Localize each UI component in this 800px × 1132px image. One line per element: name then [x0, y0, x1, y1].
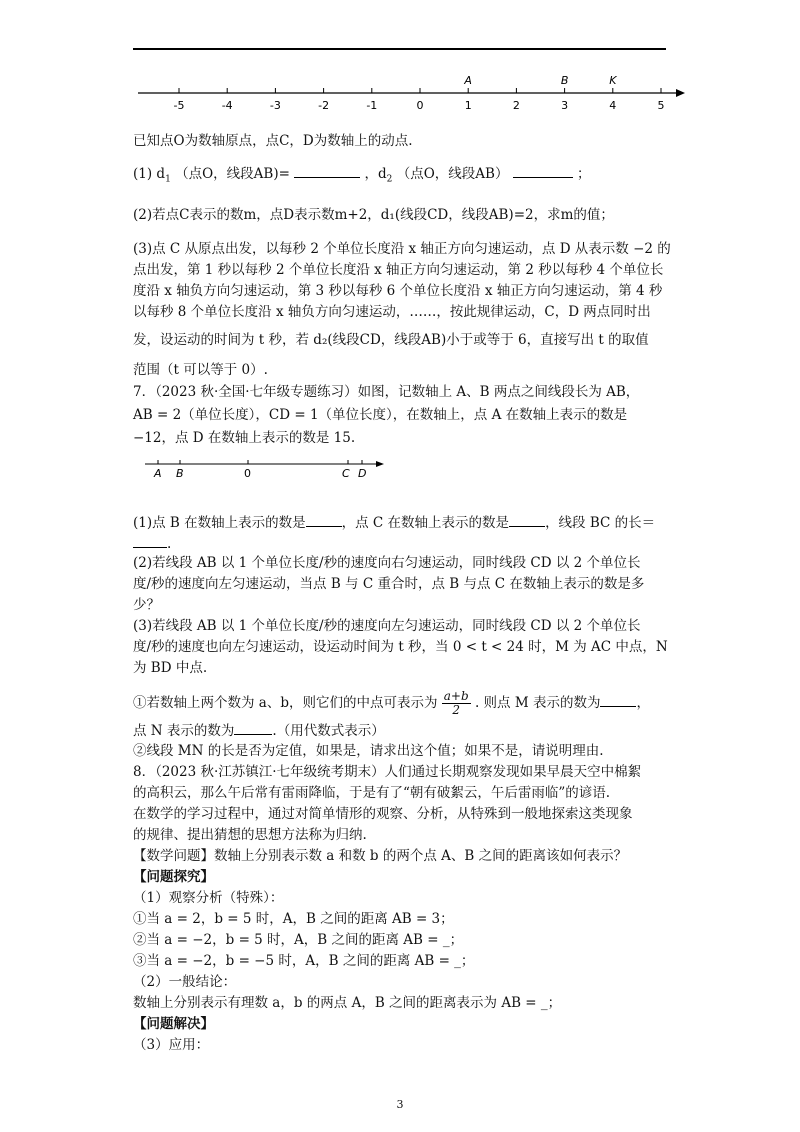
p8-line: ②当 a = −2，b = 5 时，A，B 之间的距离 AB = _； [133, 932, 464, 948]
point-d-label: D [358, 467, 367, 480]
tick-label: -1 [366, 99, 378, 112]
answer-blank[interactable] [306, 512, 342, 527]
p7-line: −12，点 D 在数轴上表示的数是 15. [133, 430, 356, 446]
tick-label: 4 [609, 99, 617, 112]
top-rule [133, 48, 666, 50]
p7-q3-line: (3)若线段 AB 以 1 个单位长度/秒的速度向左匀速运动，同时线段 CD 以 2 个单位长 [133, 618, 641, 634]
p8-line: ③当 a = −2，b = −5 时，A，B 之间的距离 AB = _； [133, 953, 475, 969]
tick-label: 1 [464, 99, 472, 112]
p6-q1-d: （点O，线段AB） [396, 166, 509, 182]
p7-s1-e: .（用代数式表示） [272, 723, 385, 739]
midpoint-fraction [442, 690, 471, 717]
tick-label: 0 [416, 99, 424, 112]
tick-label: 2 [512, 99, 520, 112]
p7-q1-b: ，点 C 在数轴上表示的数是 [341, 515, 510, 531]
p7-sub-1-cont [133, 720, 673, 740]
axis-arrow [676, 89, 685, 97]
p6-q3-line: 发，设运动的时间为 t 秒，若 d₂(线段CD，线段AB)小于或等于 6，直接写出 t 的取值 [133, 332, 649, 348]
p8-line: 的高积云，那么午后常有雷雨降临，于是有了“朝有破絮云，午后雷雨临”的谚语. [133, 785, 611, 801]
point-a-label: A [154, 467, 162, 480]
p8-line: 数轴上分别表示有理数 a，b 的两点 A，B 之间的距离表示为 AB = _； [133, 995, 562, 1011]
p7-q2-line: (2)若线段 AB 以 1 个单位长度/秒的速度向右匀速运动，同时线段 CD 以 2 个单位长 [133, 555, 641, 571]
tick-label: 3 [561, 99, 569, 112]
p8-line: 的规律、提出猜想的思想方法称为归纳. [133, 827, 367, 843]
p7-s1-b: . 则点 M 表示的数为 [474, 695, 601, 711]
page-number: 3 [396, 1098, 404, 1111]
p8-line: 8．（2023 秋·江苏镇江·七年级统考期末）人们通过长期观察发现如果早晨天空中棉絮 [133, 764, 642, 780]
p6-q1-e: ； [577, 166, 591, 182]
p6-q1-c: ，d [364, 166, 387, 182]
point-label-b: B [560, 74, 569, 87]
answer-blank[interactable] [234, 720, 272, 735]
p6-q3-line: 点出发，第 1 秒以每秒 2 个单位长度沿 x 轴正方向匀速运动，第 2 秒以每秒 4 个单位长 [133, 262, 664, 278]
p7-s1-d: 点 N 表示的数为 [133, 723, 235, 739]
answer-blank[interactable] [509, 512, 545, 527]
p7-line: 7．（2023 秋·全国·七年级专题练习）如图，记数轴上 A、B 两点之间线段长为 AB， [133, 384, 640, 400]
p6-q1-b: （点O，线段AB)= [175, 166, 290, 182]
p7-s1-a: ①若数轴上两个数为 a、b，则它们的中点可表示为 [133, 695, 438, 711]
p7-line: AB = 2（单位长度），CD = 1（单位长度），在数轴上，点 A 在数轴上表示的数是 [133, 407, 628, 423]
tick-label: -4 [221, 99, 233, 112]
p6-question-1: (1) $d_1$ （点O，线段AB)= ，$d_2$ （点O，线段AB） ； [133, 163, 673, 189]
p8-heading: 【问题探究】 [133, 869, 214, 885]
p7-q2-line: 度/秒的速度向左匀速运动，当点 B 与 C 重合时，点 B 与点 C 在数轴上表示的数是多 [133, 576, 645, 592]
p8-line: 【数学问题】数轴上分别表示数 a 和数 b 的两个点 A、B 之间的距离该如何表示？ [133, 848, 628, 864]
p7-q1-a: (1)点 B 在数轴上表示的数是 [133, 515, 306, 531]
origin-label: 0 [244, 467, 251, 480]
p7-q3-line: 度/秒的速度也向左匀速运动，设运动时间为 t 秒，当 0 < t < 24 时，M 为 AC 中点，N [133, 639, 668, 655]
tick-label: -5 [173, 99, 185, 112]
p6-question-2: (2)若点C表示的数m，点D表示数m+2，d₁(线段CD，线段AB)=2，求m的值； [133, 207, 614, 223]
p7-q2-line: 少？ [133, 597, 160, 613]
answer-blank[interactable] [513, 163, 573, 178]
p6-q3-line: 范围（t 可以等于 0）. [133, 362, 268, 378]
fraction-denominator: 2 [452, 703, 461, 717]
number-line-figure [130, 60, 690, 115]
p7-sub-1 [133, 690, 673, 717]
point-label-k: K [609, 74, 617, 87]
point-b-label: B [176, 467, 184, 480]
p8-line: ①当 a = 2，b = 5 时，A，B 之间的距离 AB = 3； [133, 911, 454, 927]
point-c-label: C [342, 467, 350, 480]
p8-line: 在数学的学习过程中，通过对简单情形的观察、分析，从特殊到一般地探索这类现象 [133, 806, 633, 822]
tick-label: -2 [318, 99, 330, 112]
p6-q3-line: 以每秒 8 个单位长度沿 x 轴负方向匀速运动，……，按此规律运动，C，D 两点同时出 [133, 304, 651, 320]
answer-blank[interactable] [133, 533, 167, 548]
p7-q1-d: . [167, 536, 172, 552]
answer-blank[interactable] [600, 692, 636, 707]
p8-line: （2）一般结论： [133, 974, 237, 990]
p8-line: （1）观察分析（特殊）： [133, 890, 284, 906]
p6-q3-line: 度沿 x 轴负方向匀速运动，第 3 秒以每秒 6 个单位长度沿 x 轴正方向匀速运动，第 4 秒 [133, 283, 663, 299]
p7-s1-c: ， [636, 695, 650, 711]
fraction-numerator: a+b [443, 689, 469, 703]
p6-q1-a: (1) d [133, 166, 166, 182]
p7-question-1-cont [133, 533, 673, 553]
segment-figure [140, 452, 390, 482]
answer-blank[interactable] [294, 163, 360, 178]
p6-intro: 已知点O为数轴原点，点C，D为数轴上的动点. [133, 133, 413, 149]
p7-q3-line: 为 BD 中点. [133, 660, 208, 676]
p8-line: （3）应用： [133, 1037, 210, 1053]
p7-q1-c: ，线段 BC 的长＝ [545, 515, 656, 531]
p8-heading: 【问题解决】 [133, 1016, 214, 1032]
p7-sub-2: ②线段 MN 的长是否为定值，如果是，请求出这个值；如果不是，请说明理由. [133, 743, 604, 759]
point-label-a: A [464, 74, 472, 87]
tick-label: 5 [657, 99, 665, 112]
tick-label: -3 [269, 99, 281, 112]
p7-question-1 [133, 512, 673, 532]
p6-q3-line: (3)点 C 从原点出发，以每秒 2 个单位长度沿 x 轴正方向匀速运动，点 D 从表示数 −2 的 [133, 241, 671, 257]
